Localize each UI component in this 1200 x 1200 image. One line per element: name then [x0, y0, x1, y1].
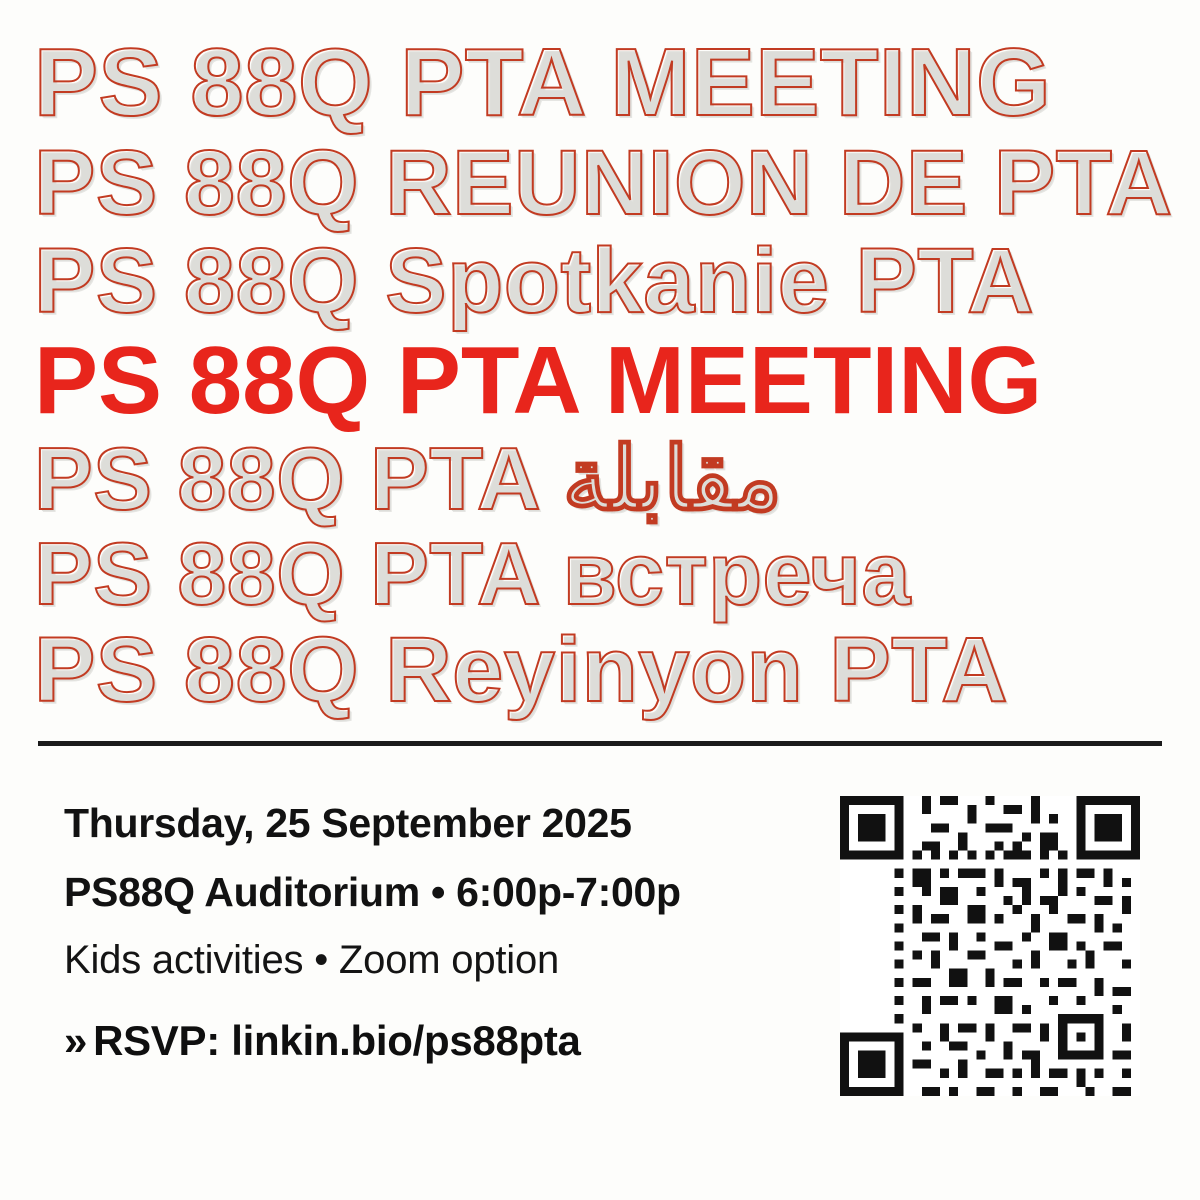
headline-spanish: PS 88Q REUNION DE PTA [34, 132, 1173, 235]
event-extras: Kids activities • Zoom option [64, 938, 560, 983]
headline-block [34, 28, 1173, 723]
headline-english-outline: PS 88Q PTA MEETING [34, 29, 1052, 136]
headline-english-solid: PS 88Q PTA MEETING [34, 327, 1043, 435]
qr-code-icon[interactable] [840, 796, 1140, 1096]
headline-polish: PS 88Q Spotkanie PTA [34, 230, 1035, 333]
qr-code-container[interactable] [840, 796, 1140, 1096]
info-area [34, 746, 1166, 1180]
double-chevron-icon: » [64, 1017, 88, 1065]
event-details [64, 792, 681, 1065]
event-date: Thursday, 25 September 2025 [64, 800, 632, 847]
headline-russian: PS 88Q PTA встреча [34, 523, 911, 623]
headline-haitian-creole: PS 88Q Reyinyon PTA [34, 618, 1009, 721]
event-location-time: PS88Q Auditorium • 6:00p-7:00p [64, 869, 681, 916]
headline-arabic: PS 88Q PTA مقابلة [34, 429, 783, 529]
rsvp-link-text: RSVP: linkin.bio/ps88pta [93, 1017, 581, 1065]
rsvp-line[interactable] [64, 1017, 681, 1065]
